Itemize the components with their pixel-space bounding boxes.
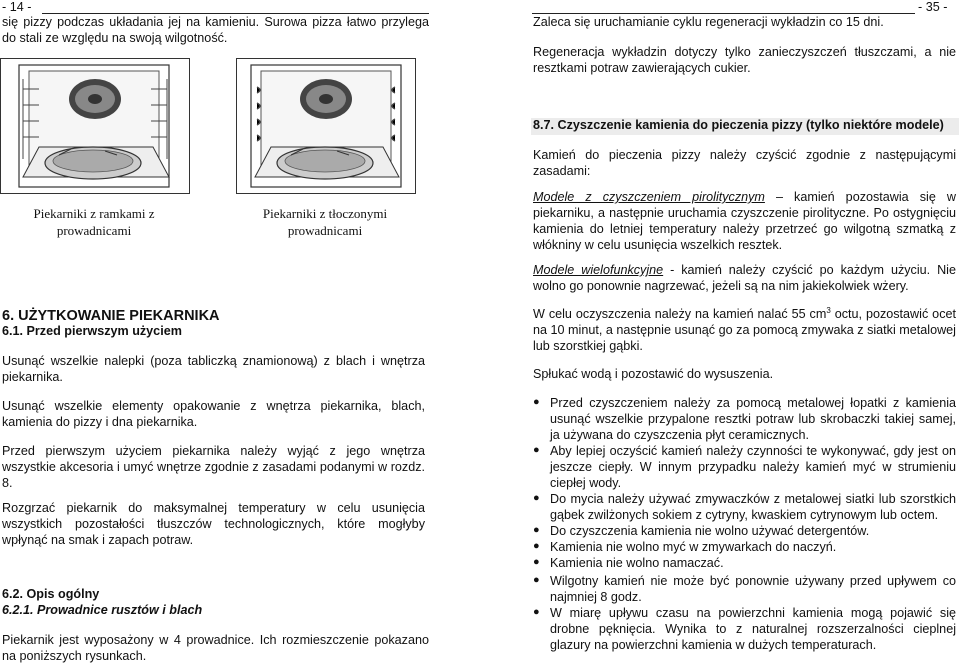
list-item: ● Aby lepiej oczyścić kamień należy czynności te wykonywać, gdy jest on jeszcze ciepły. W innym przypadku należy kamień myć w strumieniu ciepłej wody.: [533, 443, 956, 490]
list-item: ● Kamienia nie wolno myć w zmywarkach do naczyń.: [533, 539, 837, 554]
oven-embossed-guides-illustration: [237, 59, 415, 193]
bullet-icon: ●: [533, 574, 540, 586]
paragraph-stone-rules: Kamień do pieczenia pizzy należy czyścić zgodnie z następującymi zasadami:: [533, 148, 956, 178]
list-item: ● Kamienia nie wolno namaczać.: [533, 555, 724, 570]
oven-figure-embossed-guides: [236, 58, 416, 194]
left-page-number: - 14 -: [2, 0, 32, 14]
paragraph-regeneration-cycle: Zaleca się uruchamianie cyklu regeneracji wykładzin co 15 dni.: [533, 15, 884, 29]
list-item: ● W miarę upływu czasu na powierzchni kamienia mogą pojawić się drobne pęknięcia. Wynika to z naturalnej rozszerzalności cieplnej glazury na powierzchni kamienia w dużych temperaturach.: [533, 605, 956, 652]
vinegar-unit-superscript: 3: [826, 306, 831, 315]
paragraph-preheat: Rozgrzać piekarnik do maksymalnej temperatury w celu usunięcia wszystkich pozostałości tłuszczów technologicznych, które mogłyby wpłynąć na smak i zapach potraw.: [2, 501, 425, 547]
right-page-number: - 35 -: [918, 0, 948, 14]
section-title-pizza-stone-text: 8.7. Czyszczenie kamienia do pieczenia pizzy (tylko niektóre modele): [533, 118, 944, 132]
multifunction-models-text: - kamień należy czyścić po każdym użyciu. Nie wolno go ponownie nagrzewać, jeżeli są na nim jakiekolwiek wżery.: [533, 263, 956, 293]
paragraph-remove-packaging: Usunąć wszelkie elementy opakowanie z wnętrza piekarnika, blach, kamienia do pizzy i dna piekarnika.: [2, 399, 425, 429]
bullet-icon: ●: [533, 523, 540, 536]
bullet-icon: ●: [533, 555, 540, 568]
fig1-caption: Piekarniki z ramkami z prowadnicami: [33, 206, 155, 238]
left-header-rule: [42, 13, 429, 14]
section-title-usage: 6. UŻYTKOWANIE PIEKARNIKA: [2, 308, 220, 324]
bullet-icon: ●: [533, 539, 540, 552]
bullet-icon: ●: [533, 443, 540, 456]
paragraph-rinse: Spłukać wodą i pozostawić do wysuszenia.: [533, 367, 774, 381]
list-item: ● Do mycia należy używać zmywaczków z metalowej siatki lub szorstkich gąbek zwilżonych sokiem z cytryny, kwaskiem cytrynowym lub octem.: [533, 491, 956, 522]
subsection-title-overview: 6.2. Opis ogólny: [2, 587, 100, 601]
warning-bullet-list: [533, 574, 956, 654]
pyrolytic-models-text: – kamień pozostawia się w piekarniku, a następnie uruchamia czyszczenie pirolityczne. Po ostygnięciu kamienia do letniej temperatury należy przetrzeć go wilgotną szmatką z włókniny w celu usunięcia wszelkich resztek.: [533, 190, 956, 252]
paragraph-regeneration-scope: Regeneracja wykładzin dotyczy tylko zanieczyszczeń tłuszczami, a nie resztkami potraw zawierających cukier.: [533, 45, 956, 75]
paragraph-multifunction-models: [533, 263, 956, 295]
oven-figure-rack-frames: [0, 58, 190, 194]
section-title-pizza-stone: [531, 118, 959, 135]
bullet-icon: ●: [533, 396, 540, 408]
left-intro-text: się pizzy podczas układania jej na kamieniu. Surowa pizza łatwo przylega do stali ze względu na swoją wilgotność.: [2, 15, 429, 45]
vinegar-text-a: W celu oczyszczenia należy na kamień nalać 55 cm: [533, 307, 827, 322]
bullet-icon: ●: [533, 491, 540, 504]
list-item: ● Do czyszczenia kamienia nie wolno używać detergentów.: [533, 523, 870, 538]
subsection-title-first-use: 6.1. Przed pierwszym użyciem: [2, 324, 182, 338]
paragraph-remove-accessories: Przed pierwszym użyciem piekarnika należy wyjąć z jego wnętrza wszystkie akcesoria i umyć wnętrze zgodnie z zasadami podanymi w rozdz. 8.: [2, 444, 425, 490]
multifunction-models-label: Modele wielofunkcyjne: [533, 263, 664, 277]
subsection-title-rack-guides: 6.2.1. Prowadnice rusztów i blach: [2, 603, 203, 617]
right-header-rule: [532, 13, 915, 14]
paragraph-pyrolytic-models: [533, 190, 956, 254]
list-item: ● Przed czyszczeniem należy za pomocą metalowej łopatki z kamienia usunąć wszelkie przypalone resztki potraw lub skrobaczki takiej samej, ja używana do czyszczenia płyt ceramicznych.: [533, 396, 956, 442]
vinegar-text-b: octu, pozostawić ocet na 10 minut, a następnie usunąć go za pomocą zmywaka z siatki metalowej lub szorstkiej gąbki.: [533, 307, 956, 354]
oven-rack-frames-illustration: [1, 59, 189, 193]
paragraph-vinegar-cleaning: [533, 306, 956, 355]
list-item: ● Wilgotny kamień nie może być ponownie używany przed upływem co najmniej 8 godz.: [533, 574, 956, 604]
bullet-icon: ●: [533, 605, 540, 618]
pyrolytic-models-label: Modele z czyszczeniem pirolitycznym: [533, 190, 765, 204]
paragraph-remove-labels: Usunąć wszelkie nalepki (poza tabliczką znamionową) z blach i wnętrza piekarnika.: [2, 354, 425, 384]
paragraph-guides: Piekarnik jest wyposażony w 4 prowadnice. Ich rozmieszczenie pokazano na poniższych rysunkach.: [2, 633, 429, 663]
fig2-caption: Piekarniki z tłoczonymi prowadnicami: [262, 206, 388, 238]
cleaning-bullet-list: [533, 396, 956, 572]
